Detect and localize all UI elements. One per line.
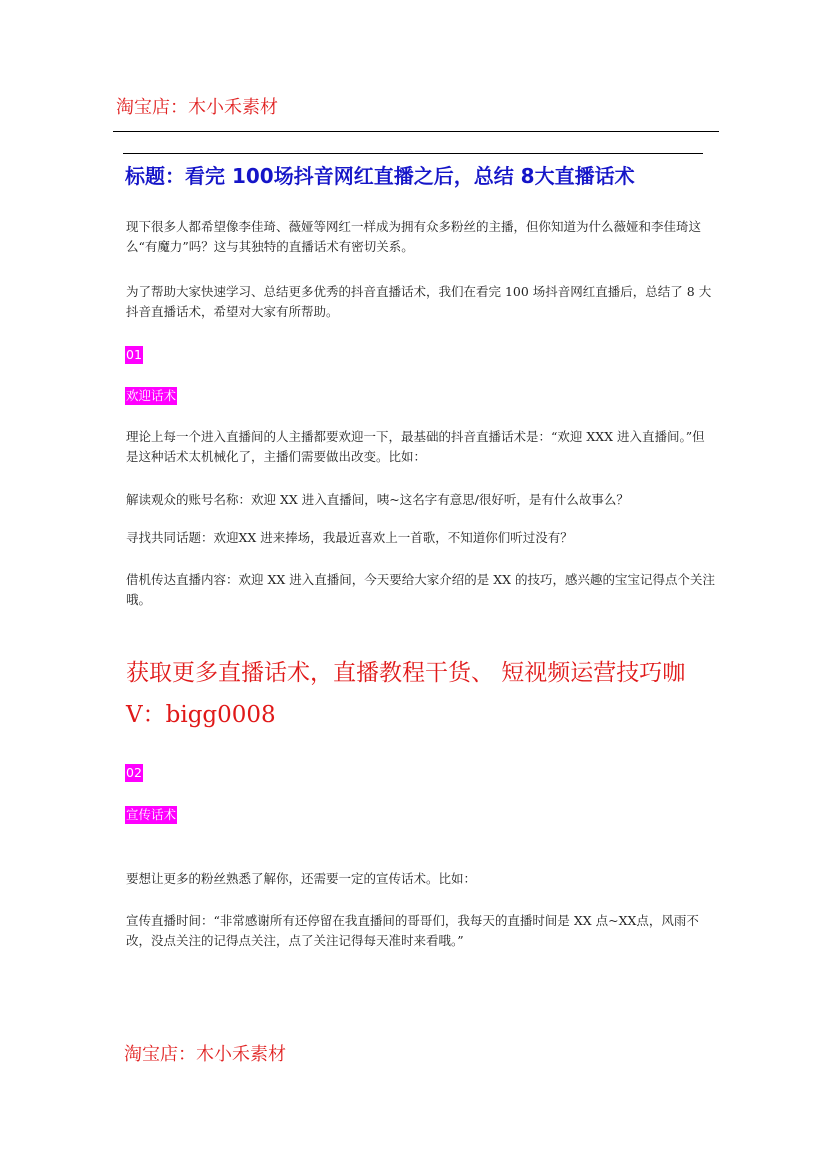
section-1-paragraph-3: 寻找共同话题：欢迎XX 进来捧场，我最近喜欢上一首歌，不知道你们听过没有？ <box>126 530 573 545</box>
title-top-rule <box>123 153 703 154</box>
footer-shop-name: 淘宝店：木小禾素材 <box>124 1044 286 1065</box>
header-shop-name: 淘宝店：木小禾素材 <box>116 97 278 118</box>
section-1-number: 01 <box>126 347 142 362</box>
section-1-paragraph-1: 理论上每一个进入直播间的人主播都要欢迎一下，最基础的抖音直播话术是：“欢迎 XXX 进入直播间。”但是这种话术太机械化了，主播们需要做出改变。比如： <box>126 429 705 464</box>
page-title: 标题：看完 100场抖音网红直播之后，总结 8大直播话术 <box>125 164 635 188</box>
intro-paragraph-1: 现下很多人都希望像李佳琦、薇娅等网红一样成为拥有众多粉丝的主播，但你知道为什么薇娅和李佳琦这么“有魔力”吗？这与其独特的直播话术有密切关系。 <box>126 219 702 254</box>
section-1-paragraph-4: 借机传达直播内容：欢迎 XX 进入直播间，今天要给大家介绍的是 XX 的技巧，感兴趣的宝宝记得点个关注哦。 <box>126 572 715 607</box>
section-1-heading: 欢迎话术 <box>126 388 177 403</box>
section-2-number: 02 <box>126 765 142 780</box>
section-2-paragraph-1: 要想让更多的粉丝熟悉了解你，还需要一定的宣传话术。比如： <box>126 871 477 886</box>
section-1-paragraph-2: 解读观众的账号名称：欢迎 XX 进入直播间，咦~这名字有意思/很好听，是有什么故事么？ <box>126 492 629 507</box>
promo-text: 获取更多直播话术，直播教程干货、 短视频运营技巧咖 V：bigg0008 <box>126 660 686 728</box>
section-2-paragraph-2: 宣传直播时间：“非常感谢所有还停留在我直播间的哥哥们，我每天的直播时间是 XX 点~XX点，风雨不改，没点关注的记得点关注，点了关注记得每天准时来看哦。” <box>126 913 699 948</box>
intro-paragraph-2: 为了帮助大家快速学习、总结更多优秀的抖音直播话术，我们在看完 100 场抖音网红直播后，总结了 8 大抖音直播话术，希望对大家有所帮助。 <box>126 284 712 319</box>
section-2-heading: 宣传话术 <box>126 807 177 822</box>
header-divider <box>113 131 719 132</box>
